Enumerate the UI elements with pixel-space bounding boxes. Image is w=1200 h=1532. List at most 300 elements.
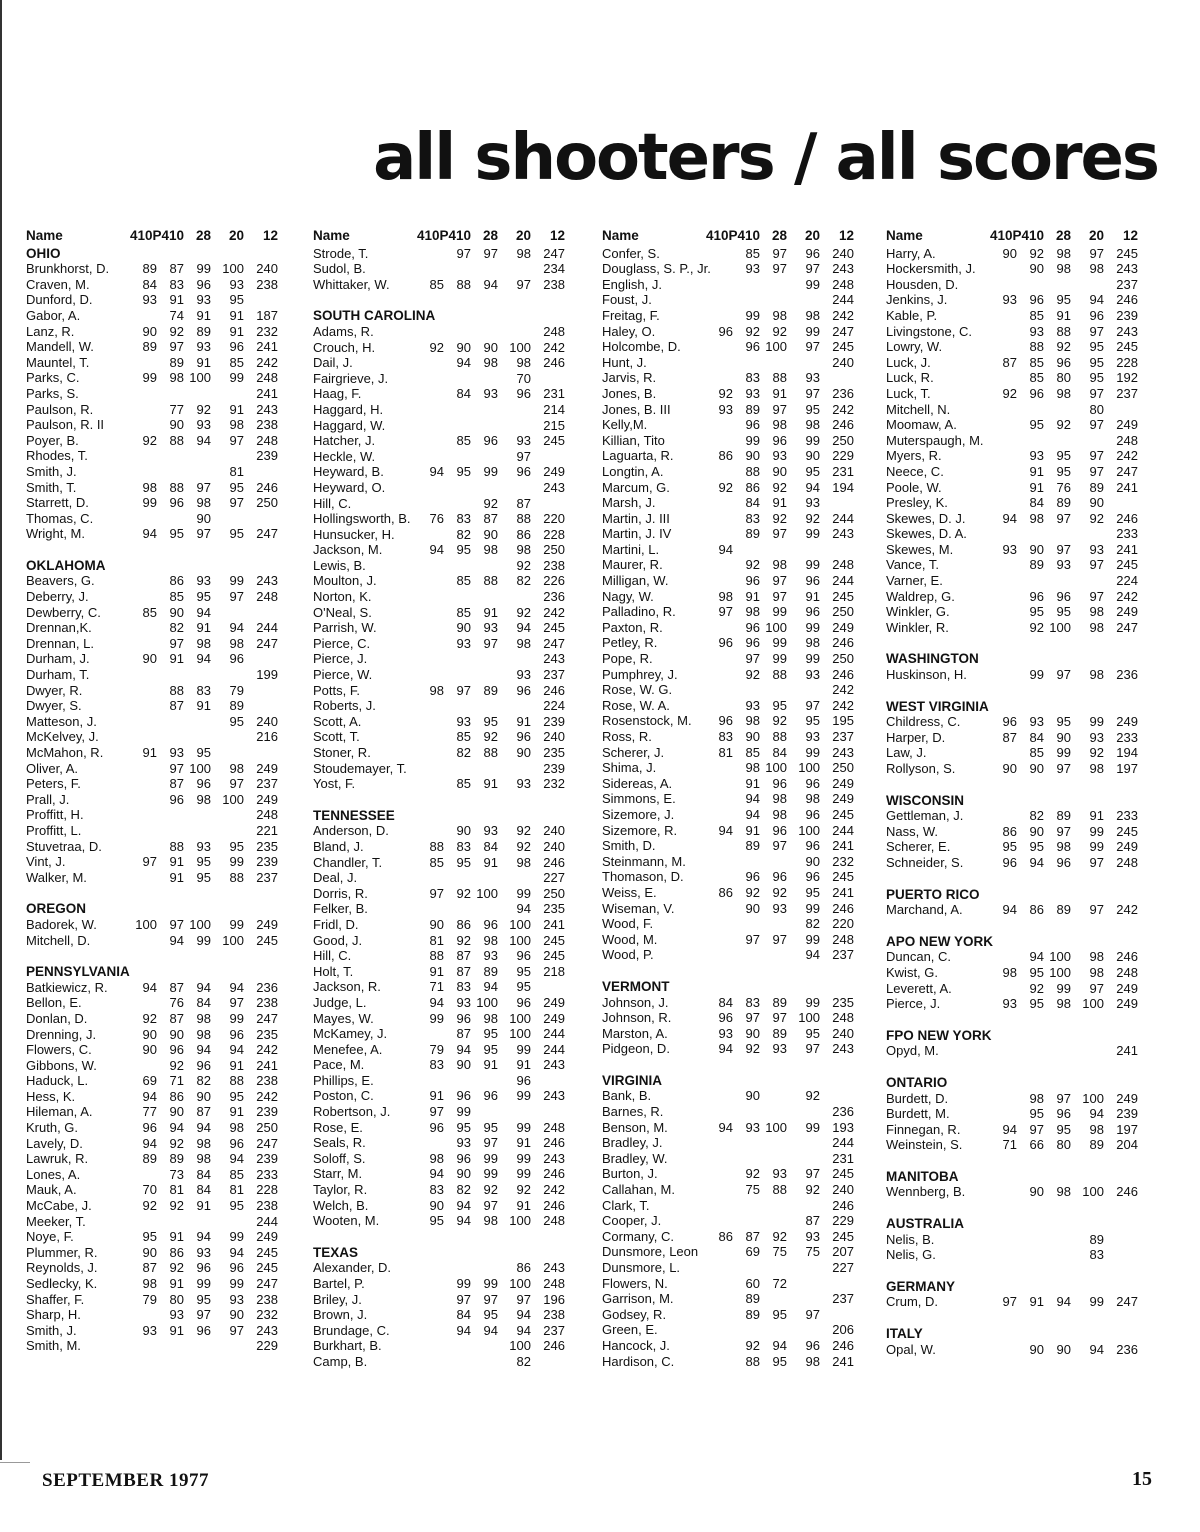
score-cell: 248 [256,370,278,386]
score-cell: 99 [483,1166,498,1182]
shooter-name: Hunsucker, H. [313,526,395,542]
score-row [26,776,298,792]
score-cell: 243 [1116,261,1138,277]
score-cell [130,1167,157,1183]
score-cell: 97 [1056,1090,1071,1106]
shooter-name: Wood, P. [602,947,654,963]
score-cell [471,449,498,465]
score-cell: 248 [1116,854,1138,870]
column-header-row [886,228,1158,244]
score-cell: 98 [196,1026,211,1042]
score-cell [531,371,565,387]
shooter-name: Paulson, R. [26,401,94,417]
shooter-name: Drennan,K. [26,620,92,636]
score-cell [244,651,278,667]
score-cell: 96 [169,495,184,511]
score-cell: 95 [805,713,820,729]
shooter-name: Bradley, J. [602,1135,663,1151]
shooter-name: Dewberry, C. [26,604,101,620]
score-row [886,824,1158,840]
score-cell: 240 [832,245,854,261]
shooter-name: Thomas, C. [26,510,94,526]
score-cell: 96 [516,1072,531,1088]
shooter-name: Jenkins, J. [886,292,948,308]
score-cell: 91 [483,854,498,870]
state-heading: AUSTRALIA [886,1216,964,1232]
score-row [26,636,298,652]
score-cell: 86 [1002,823,1017,839]
score-cell: 93 [745,1119,760,1135]
shooter-name: Pumphrey, J. [602,666,678,682]
shooter-name: Rosenstock, M. [602,713,692,729]
score-cell: 94 [483,979,498,995]
shooter-name: Petley, R. [602,635,658,651]
score-cell [444,1338,471,1354]
shooter-name: Badorek, W. [26,916,97,932]
score-cell [471,1073,498,1089]
column-header: 410P [990,228,1022,243]
score-cell: 250 [832,760,854,776]
shooter-name: Batkiewicz, R. [26,979,108,995]
score-cell: 90 [1056,1341,1071,1357]
score-cell: 94 [772,1337,787,1353]
score-cell: 95 [196,854,211,870]
shooter-name: Robertson, J. [313,1104,391,1120]
shooter-name: Brown, J. [313,1307,368,1323]
score-cell [760,1322,787,1338]
score-cell: 90 [805,448,820,464]
score-cell [990,1247,1017,1263]
score-cell: 243 [832,1041,854,1057]
score-row [313,855,585,871]
score-cell: 96 [1056,1106,1071,1122]
score-cell [130,667,157,683]
score-row [886,1342,1158,1358]
score-cell: 94 [142,979,157,995]
score-cell: 85 [456,776,471,792]
score-cell: 90 [483,526,498,542]
score-cell [1044,1247,1071,1263]
score-cell: 89 [1089,1231,1104,1247]
score-cell: 207 [832,1244,854,1260]
shooter-name: Jackson, R. [313,979,381,995]
state-heading: GERMANY [886,1278,956,1294]
score-row [26,1058,298,1074]
score-cell: 91 [229,323,244,339]
score-cell: 99 [805,651,820,667]
score-cell: 236 [1116,667,1138,683]
score-cell: 83 [456,838,471,854]
score-cell: 98 [196,1135,211,1151]
score-cell: 93 [772,1041,787,1057]
score-cell [706,246,733,262]
shooter-name: Clark, T. [602,1197,650,1213]
score-cell: 246 [543,1338,565,1354]
score-cell: 238 [256,1198,278,1214]
score-cell: 95 [1056,1121,1071,1137]
score-cell [444,402,471,418]
shooter-name: Nelis, B. [886,1231,935,1247]
score-cell: 80 [1056,1137,1071,1153]
score-cell: 99 [229,573,244,589]
shooter-name: Muterspaugh, M. [886,432,984,448]
column-header: 410 [1021,228,1044,243]
shooter-name: Craven, M. [26,276,90,292]
shooter-name: Beavers, G. [26,573,95,589]
score-cell: 93 [456,994,471,1010]
score-cell: 75 [772,1244,787,1260]
score-cell [760,1213,787,1229]
score-cell: 96 [456,1010,471,1026]
state-heading: OHIO [26,245,61,261]
score-cell: 85 [142,604,157,620]
state-heading: SOUTH CAROLINA [313,308,436,324]
score-cell: 246 [1116,292,1138,308]
score-cell: 93 [805,495,820,511]
score-cell: 247 [256,526,278,542]
shooter-name: Seals, R. [313,1135,366,1151]
score-cell: 238 [543,1307,565,1323]
score-row [313,1354,585,1370]
score-cell: 95 [1056,292,1071,308]
score-row [602,246,874,262]
score-row [602,713,874,729]
score-row [602,823,874,839]
shooter-name: Skewes, D. A. [886,526,967,542]
score-cell: 99 [483,464,498,480]
shooter-name: Wright, M. [26,526,85,542]
score-cell: 75 [805,1244,820,1260]
column-header: 12 [549,228,565,243]
score-cell [471,402,498,418]
score-cell [1044,573,1071,589]
score-cell: 98 [516,635,531,651]
score-cell: 82 [805,916,820,932]
shooter-name: Skewes, M. [886,541,954,557]
score-cell: 90 [142,323,157,339]
score-cell: 243 [832,261,854,277]
score-cell: 96 [516,994,531,1010]
score-cell [990,1043,1017,1059]
score-row [602,729,874,745]
score-cell: 244 [256,620,278,636]
score-cell: 96 [1002,854,1017,870]
score-cell [760,1260,787,1276]
score-cell [471,761,498,777]
shooter-name: Neece, C. [886,463,944,479]
score-cell: 79 [142,1291,157,1307]
score-cell: 91 [516,713,531,729]
score-cell: 95 [772,1353,787,1369]
shooter-name: Oliver, A. [26,760,79,776]
score-cell: 77 [142,1104,157,1120]
score-cell: 92 [142,1010,157,1026]
score-cell: 89 [745,401,760,417]
score-cell: 95 [196,1291,211,1307]
score-cell: 95 [772,697,787,713]
section-spacer [313,1229,585,1245]
score-cell [1017,277,1044,293]
score-cell: 82 [169,620,184,636]
score-cell: 92 [1002,385,1017,401]
score-cell [130,417,157,433]
score-cell: 228 [1116,354,1138,370]
score-cell: 98 [1089,761,1104,776]
score-row [602,511,874,527]
score-row [26,839,298,855]
score-cell: 239 [256,854,278,870]
score-cell: 243 [832,744,854,760]
score-row [602,745,874,761]
score-row [886,542,1158,558]
score-cell: 99 [805,900,820,916]
score-cell [184,823,211,839]
score-cell [787,292,820,308]
score-row [602,1260,874,1276]
score-cell: 249 [832,619,854,635]
score-cell [211,605,244,621]
shooter-name: Mauntel, T. [26,354,90,370]
score-row [26,261,298,277]
shooter-name: Lones, A. [26,1166,81,1182]
shooter-name: Haag, F. [313,386,362,402]
score-cell [990,557,1017,573]
score-cell: 91 [196,698,211,714]
score-row [313,698,585,714]
score-cell: 91 [196,307,211,323]
score-cell [498,589,531,605]
score-row [886,1184,1158,1200]
shooter-name: Flowers, N. [602,1275,668,1291]
shooter-name: Drennan, L. [26,635,94,651]
score-cell: 96 [516,386,531,402]
score-cell: 244 [832,510,854,526]
score-row [313,496,585,512]
score-cell: 97 [429,885,444,901]
score-row [313,839,585,855]
score-cell [417,433,444,449]
score-cell [498,1104,531,1120]
score-row [313,277,585,293]
score-row [886,1247,1158,1263]
shooter-name: Adams, R. [313,323,374,339]
score-row [26,1136,298,1152]
score-row [26,1338,298,1354]
score-cell [417,761,444,777]
score-cell: 95 [1056,448,1071,464]
score-cell: 94 [516,620,531,636]
score-cell: 93 [1029,323,1044,339]
score-row [602,1213,874,1229]
score-cell: 94 [196,432,211,448]
score-cell [990,261,1017,277]
score-cell: 99 [805,931,820,947]
shooter-name: Anderson, D. [313,823,389,839]
score-cell: 93 [1002,996,1017,1012]
score-cell: 227 [832,1260,854,1275]
score-cell: 240 [832,1025,854,1041]
shooter-name: Luck, T. [886,385,931,401]
score-cell: 88 [745,1353,760,1369]
score-cell: 95 [483,1119,498,1135]
score-cell: 232 [543,776,565,792]
score-cell: 92 [483,495,498,511]
shooter-name: Rose, W. G. [602,682,673,698]
score-cell: 84 [456,386,471,402]
score-row [313,714,585,730]
score-cell: 97 [1089,854,1104,870]
score-cell: 87 [456,948,471,964]
score-cell [184,464,211,480]
score-cell: 81 [169,1182,184,1198]
score-cell: 242 [256,1042,278,1058]
score-cell: 98 [1089,604,1104,620]
score-cell: 247 [1116,619,1138,635]
score-cell [706,495,733,511]
score-row [26,1276,298,1292]
score-cell: 92 [718,479,733,495]
score-cell: 92 [772,884,787,900]
state-heading: PUERTO RICO [886,886,980,902]
score-cell: 98 [1056,385,1071,401]
score-row [602,1135,874,1151]
score-cell: 215 [543,417,565,433]
score-row [602,651,874,667]
score-cell: 98 [483,1213,498,1229]
score-cell: 92 [772,1228,787,1244]
score-row [313,1151,585,1167]
shooter-name: Yost, F. [313,776,356,792]
score-cell: 91 [169,292,184,308]
score-cell: 91 [1029,463,1044,479]
score-column-2 [313,228,585,1370]
score-cell: 90 [1056,729,1071,745]
score-cell [417,402,444,418]
score-cell: 72 [772,1275,787,1291]
score-cell: 99 [516,1041,531,1057]
score-cell: 244 [256,1213,278,1229]
score-cell [1044,277,1071,293]
score-cell [733,854,760,870]
score-cell: 235 [543,901,565,917]
score-row [602,1322,874,1338]
score-row [886,996,1158,1012]
column-header: 20 [515,228,531,243]
score-cell: 96 [772,822,787,838]
shooter-name: Potts, F. [313,682,360,698]
shooter-name: Jarvis, R. [602,370,657,386]
score-cell: 96 [142,1120,157,1136]
score-row [602,1182,874,1198]
score-cell: 235 [543,745,565,760]
score-cell [706,760,733,776]
section-spacer [886,777,1158,793]
score-cell: 90 [1089,495,1104,511]
score-cell: 91 [196,354,211,370]
score-cell: 93 [745,697,760,713]
score-cell [733,1104,760,1120]
score-cell: 98 [1089,619,1104,635]
score-cell [417,1073,444,1089]
score-cell: 97 [483,635,498,651]
score-cell [706,308,733,324]
score-cell [130,870,157,886]
score-cell: 97 [772,401,787,417]
score-cell: 240 [256,261,278,277]
score-cell: 92 [169,323,184,339]
score-cell: 96 [1056,854,1071,870]
score-cell: 86 [516,1260,531,1276]
score-row [26,355,298,371]
score-row [26,870,298,886]
score-cell: 95 [1056,604,1071,620]
shooter-name: Pierce, J. [886,996,941,1012]
score-cell: 91 [229,307,244,323]
shooter-name: Norton, K. [313,589,372,605]
score-cell: 245 [832,1166,854,1182]
score-cell: 83 [429,1182,444,1198]
shooter-name: Dwyer, S. [26,698,82,714]
score-cell [417,480,444,496]
score-row [26,308,298,324]
score-cell: 246 [543,854,565,870]
score-cell: 96 [745,619,760,635]
score-cell: 100 [222,932,244,948]
score-cell: 99 [772,651,787,667]
score-cell: 240 [543,729,565,745]
score-cell [990,1091,1017,1107]
score-cell [733,947,760,963]
score-cell: 77 [169,401,184,417]
shooter-name: Cooper, J. [602,1213,662,1229]
score-cell: 95 [1029,839,1044,855]
score-cell: 226 [543,573,565,589]
shooter-name: Rhodes, T. [26,448,88,464]
score-cell: 92 [1029,619,1044,635]
shooter-name: Dorris, R. [313,885,368,901]
score-cell: 231 [832,1150,854,1166]
score-cell [157,729,184,745]
score-cell: 248 [832,1010,854,1026]
score-cell [211,511,244,527]
score-cell: 99 [772,604,787,620]
shooter-name: Haggard, W. [313,417,386,433]
score-row [886,1106,1158,1122]
score-row [886,1137,1158,1153]
shooter-name: Smith, T. [26,479,77,495]
score-cell [706,433,733,449]
score-cell: 99 [745,307,760,323]
score-row [26,324,298,340]
score-cell [706,807,733,823]
shooter-name: Hancock, J. [602,1337,670,1353]
score-cell: 95 [1029,417,1044,433]
score-cell: 246 [543,355,565,371]
score-cell: 197 [1116,761,1138,776]
score-row [602,448,874,464]
score-column-1 [26,228,298,1354]
column-header: 28 [195,228,211,243]
score-cell: 99 [229,1229,244,1245]
score-cell [787,1276,820,1292]
score-cell [417,636,444,652]
score-cell: 236 [256,979,278,995]
score-cell [130,807,157,823]
page-number: 15 [1132,1468,1152,1490]
score-cell: 100 [509,1213,531,1229]
score-cell: 76 [429,511,444,527]
score-cell: 245 [256,932,278,948]
